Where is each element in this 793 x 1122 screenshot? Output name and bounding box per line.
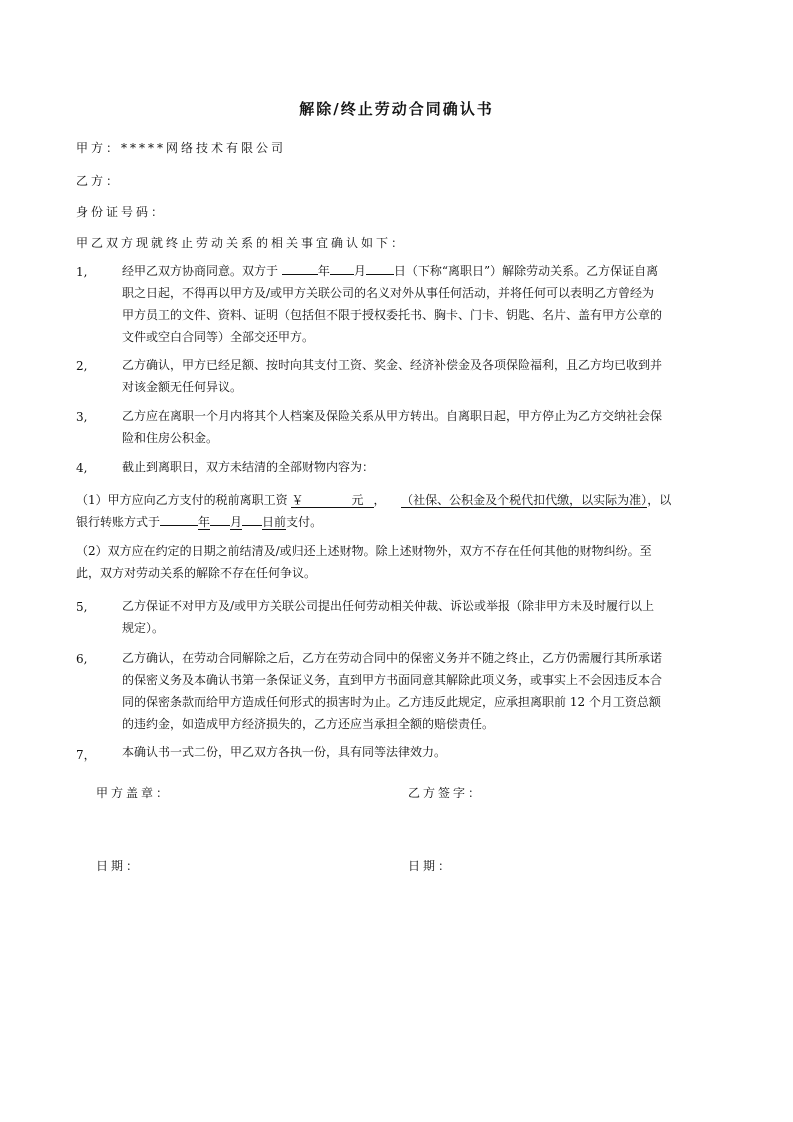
sub-2-line-1: （2）双方应在约定的日期之前结清及/或归还上述财物。除上述财物外，双方不存在任何其他的财物纠纷。至 [76, 544, 652, 558]
party-b-date-label: 日期： [408, 859, 454, 873]
party-a-seal-label: 甲方盖章： [96, 786, 172, 800]
party-b-signature-label: 乙方签字： [408, 786, 484, 800]
party-b-line: 乙方： [76, 174, 122, 188]
item-7-number: 7， [76, 748, 96, 762]
year-blank [282, 261, 318, 275]
month-blank [330, 261, 354, 275]
item-4-line-1: 截止到离职日，双方未结清的全部财物内容为： [122, 460, 375, 474]
sub-1-text-l2e: 支付。 [286, 515, 323, 529]
item-1-text-a: 经甲乙双方协商同意。双方于 [122, 264, 279, 278]
pay-year-blank [160, 512, 198, 526]
item-6-line-2: 的保密义务及本确认书第一条保证义务，直到甲方书面同意其解除此项义务，或事实上不会因违反本合 [122, 673, 663, 687]
item-1 [122, 260, 722, 348]
item-1-text-d: 日（下称“离职日”）解除劳动关系。乙方保证自离 [393, 264, 659, 278]
pay-month-label: 月 [230, 515, 243, 529]
sub-1-text-f: ，以 [647, 493, 672, 507]
item-4 [122, 456, 722, 478]
id-number-line: 身份证号码： [76, 205, 167, 219]
item-7-line-1: 本确认书一式二份，甲乙双方各执一份，具有同等法律效力。 [122, 745, 447, 759]
sub-item-2 [76, 540, 721, 584]
yuan-label: 元 [351, 493, 364, 507]
item-1-number: 1, [76, 265, 88, 279]
item-4-number: 4, [76, 461, 88, 475]
item-3 [122, 405, 722, 449]
item-3-number: 3, [76, 410, 88, 424]
pay-day-blank [242, 512, 262, 526]
sub-1-text-l2a: 银行转账方式于 [76, 515, 161, 529]
item-2-line-1: 乙方确认，甲方已经足额、按时向其支付工资、奖金、经济补偿金及各项保险福利，且乙方均已收到并 [122, 358, 663, 372]
item-6-line-3: 同的保密条款而给甲方造成任何形式的损害时为止。乙方违反此规定，应承担离职前 12 个月工资总额 [122, 695, 661, 709]
item-1-line-3: 甲方员工的文件、资料、证明（包括但不限于授权委托书、胸卡、门卡、钥匙、名片、盖有甲方公章的 [122, 308, 663, 322]
item-5 [122, 595, 722, 639]
sub-1-comma: ， [373, 493, 386, 507]
document-title: 解除/终止劳动合同确认书 [299, 100, 494, 118]
item-7 [122, 741, 722, 763]
currency-symbol: ￥ [291, 493, 304, 507]
item-1-line-2: 职之日起，不得再以甲方及/或甲方关联公司的名义对外从事任何活动，并将任何可以表明乙方曾经为 [122, 286, 655, 300]
item-6-line-4: 的违约金，如造成甲方经济损失的，乙方还应当承担全额的赔偿责任。 [122, 717, 495, 731]
year-label: 年 [317, 264, 330, 278]
party-a-date-label: 日期： [96, 859, 142, 873]
item-1-line-4: 文件或空白合同等）全部交还甲方。 [122, 330, 315, 344]
pay-day-label: 日前 [262, 515, 287, 529]
sub-1-deduction-note: （社保、公积金及个税代扣代缴，以实际为准） [401, 493, 648, 507]
item-6-number: 6, [76, 652, 88, 666]
sub-2-line-2: 此，双方对劳动关系的解除不存在任何争议。 [76, 566, 317, 580]
item-5-line-1: 乙方保证不对甲方及/或甲方关联公司提出任何劳动相关仲裁、诉讼或举报（除非甲方未及时履行以上 [122, 599, 655, 613]
pay-year-label: 年 [198, 515, 211, 529]
item-2-line-2: 对该金额无任何异议。 [122, 380, 243, 394]
item-5-line-2: 规定）。 [122, 621, 165, 635]
day-blank [366, 261, 394, 275]
month-label: 月 [353, 264, 366, 278]
intro-line: 甲乙双方现就终止劳动关系的相关事宜确认如下： [76, 236, 407, 250]
item-6-line-1: 乙方确认，在劳动合同解除之后，乙方在劳动合同中的保密义务并不随之终止，乙方仍需履行其所承诺 [122, 651, 663, 665]
party-a-line: 甲方：*****网络技术有限公司 [76, 141, 287, 155]
item-5-number: 5, [76, 600, 88, 614]
item-2-number: 2, [76, 359, 88, 373]
item-3-line-2: 险和住房公积金。 [122, 431, 219, 445]
sub-item-1 [76, 489, 721, 533]
item-3-line-1: 乙方应在离职一个月内将其个人档案及保险关系从甲方转出。自离职日起，甲方停止为乙方交纳社会保 [122, 409, 663, 423]
sub-1-text-a: （1）甲方应向乙方支付的税前离职工资 [76, 493, 288, 507]
item-2 [122, 354, 722, 398]
pay-month-blank [210, 512, 230, 526]
item-6 [122, 647, 722, 735]
